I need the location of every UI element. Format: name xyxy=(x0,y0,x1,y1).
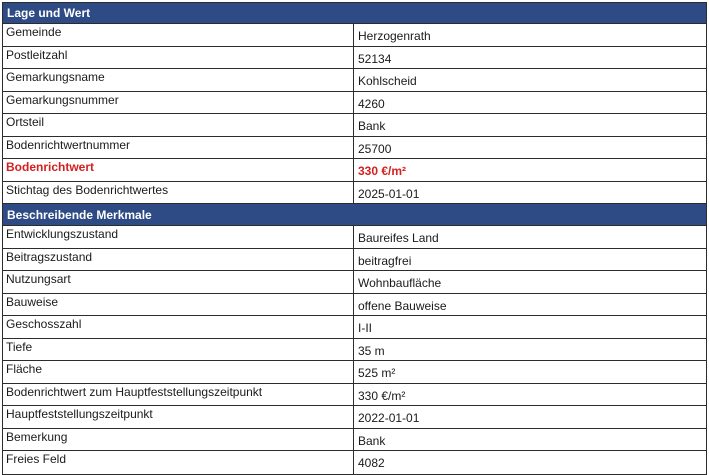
row-label: Ortsteil xyxy=(3,114,354,136)
table-row-stichtag xyxy=(3,182,706,205)
row-value: 330 €/m² xyxy=(358,388,406,403)
row-value: Wohnbaufläche xyxy=(358,276,442,290)
row-value: 525 m² xyxy=(358,366,396,380)
row-value: Bank xyxy=(358,433,386,448)
table-row-flaeche xyxy=(3,361,706,384)
land-value-table xyxy=(2,2,707,475)
row-value: 52134 xyxy=(358,51,392,66)
row-value: Herzogenrath xyxy=(358,29,431,43)
row-label: Entwicklungszustand xyxy=(3,226,354,248)
table-row-bauweise xyxy=(3,294,706,317)
row-label: Nutzungsart xyxy=(3,271,354,293)
table-row-hauptfeststellungszeitpunkt xyxy=(3,406,706,429)
row-value: 2022-01-01 xyxy=(358,411,420,425)
row-value: Bank xyxy=(358,119,386,133)
table-row-bodenrichtwert xyxy=(3,159,706,182)
section-header-beschreibende-merkmale: Beschreibende Merkmale xyxy=(3,204,706,226)
row-value: 35 m xyxy=(358,343,385,358)
row-value: 2025-01-01 xyxy=(358,186,420,201)
table-row-freies-feld xyxy=(3,451,706,474)
row-label: Tiefe xyxy=(3,339,354,361)
table-row-entwicklungszustand xyxy=(3,226,706,249)
row-label: Fläche xyxy=(3,361,354,383)
table-row-beitragszustand xyxy=(3,249,706,272)
table-row-gemeinde xyxy=(3,24,706,47)
row-value-highlight: 330 €/m² xyxy=(358,164,407,178)
row-value: 4082 xyxy=(358,456,385,470)
row-label: Stichtag des Bodenrichtwertes xyxy=(3,182,354,204)
row-label: Gemeinde xyxy=(3,24,354,46)
row-label: Bauweise xyxy=(3,294,354,316)
table-row-gemarkungsnummer xyxy=(3,92,706,115)
row-label: Hauptfeststellungszeitpunkt xyxy=(3,406,354,428)
row-label: Bodenrichtwertnummer xyxy=(3,137,354,159)
row-label: Postleitzahl xyxy=(3,47,354,69)
table-row-postleitzahl xyxy=(3,47,706,70)
table-row-geschosszahl xyxy=(3,316,706,339)
row-label: Gemarkungsname xyxy=(3,69,354,91)
row-label: Bodenrichtwert zum Hauptfeststellungszeitpunkt xyxy=(3,384,354,406)
row-label: Gemarkungsnummer xyxy=(3,92,354,114)
row-label: Bemerkung xyxy=(3,429,354,451)
table-row-ortsteil xyxy=(3,114,706,137)
table-row-nutzungsart xyxy=(3,271,706,294)
table-row-bodenrichtwertnummer xyxy=(3,137,706,160)
row-label: Beitragszustand xyxy=(3,249,354,271)
row-label: Freies Feld xyxy=(3,451,354,474)
section-header-lage-und-wert: Lage und Wert xyxy=(3,3,706,24)
row-value: Kohlscheid xyxy=(358,74,417,88)
row-value: 4260 xyxy=(358,96,385,111)
table-row-tiefe xyxy=(3,339,706,362)
row-value: I-II xyxy=(358,321,372,335)
row-value: beitragfrei xyxy=(358,253,412,268)
row-value: 25700 xyxy=(358,141,392,156)
row-value: offene Bauweise xyxy=(358,298,447,313)
table-row-bodenrichtwert-hauptfeststellung xyxy=(3,384,706,407)
row-value: Baureifes Land xyxy=(358,231,439,245)
row-label: Geschosszahl xyxy=(3,316,354,338)
table-row-bemerkung xyxy=(3,429,706,452)
row-label-highlight: Bodenrichtwert xyxy=(3,159,354,181)
table-row-gemarkungsname xyxy=(3,69,706,92)
